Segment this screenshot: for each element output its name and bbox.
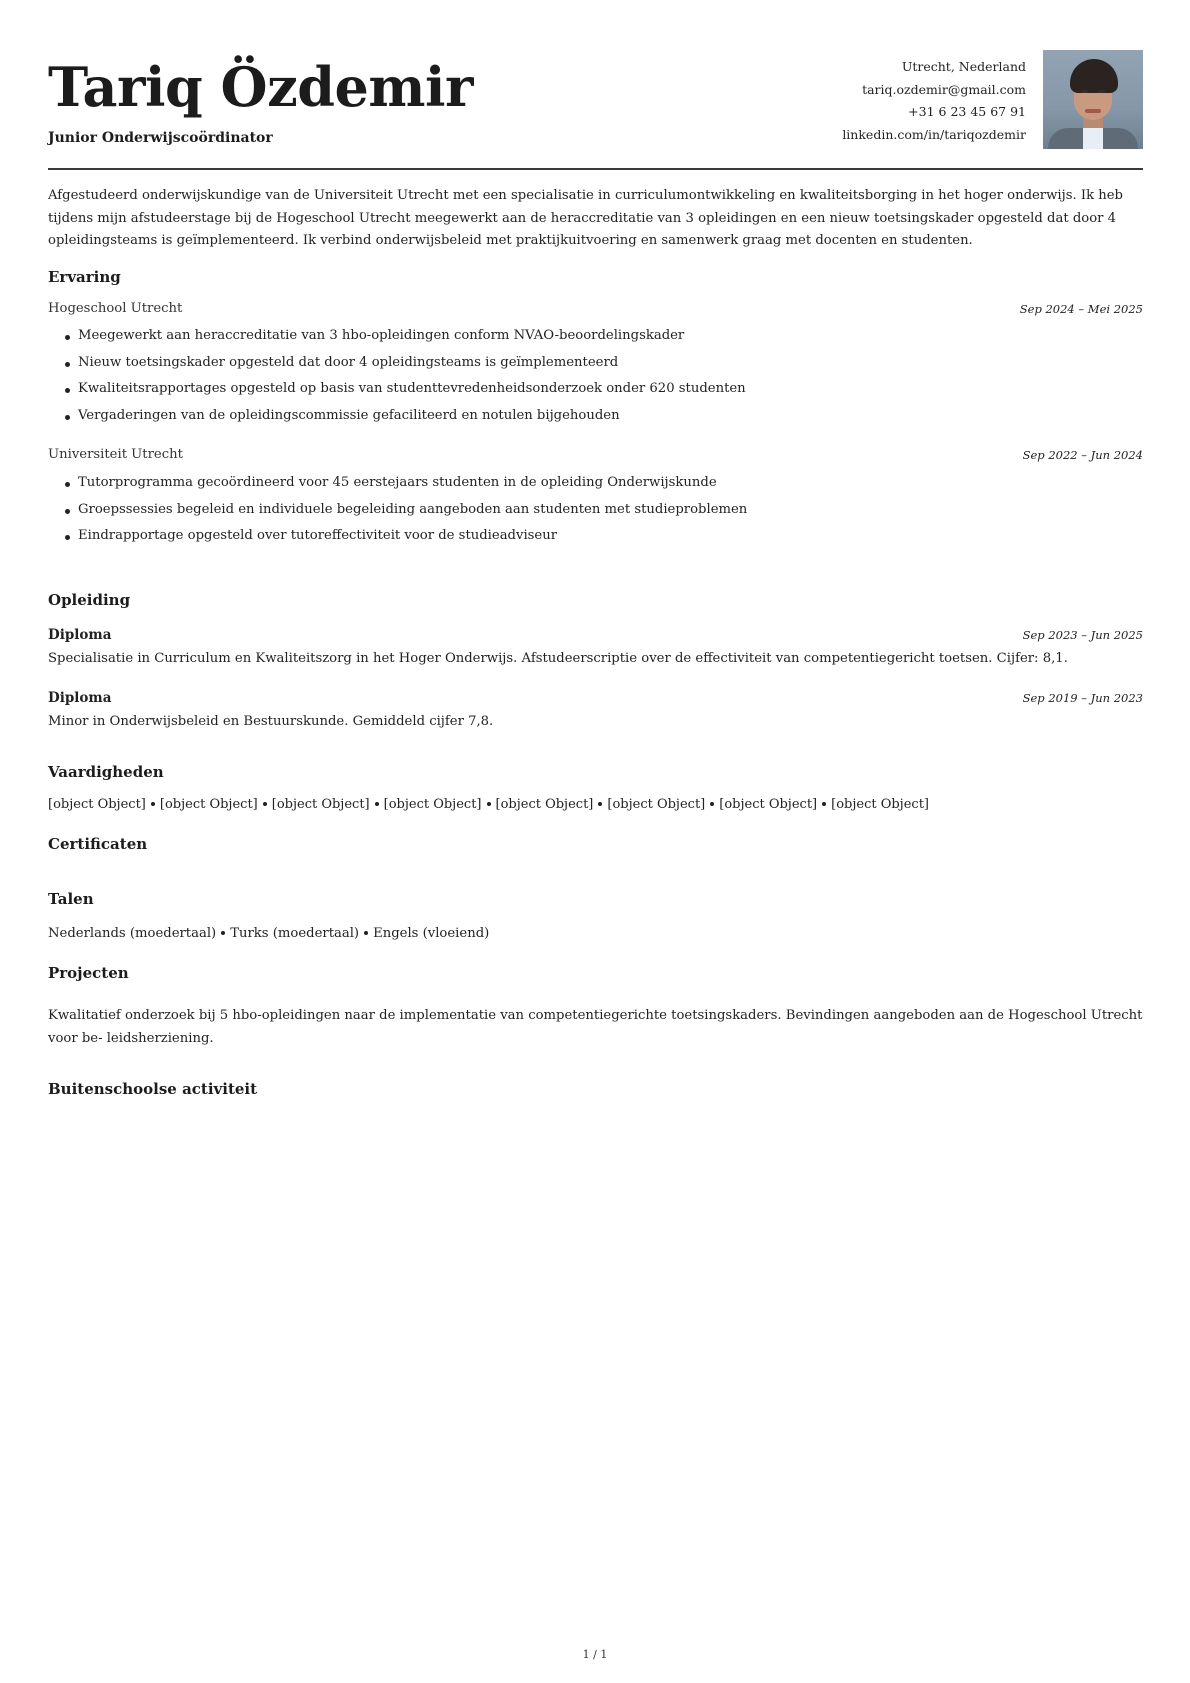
skill-item: [object Object] xyxy=(383,797,482,812)
section-title-projects: Projecten xyxy=(48,964,129,982)
language-item: Turks (moedertaal) xyxy=(230,926,360,941)
skill-item: [object Object] xyxy=(159,797,258,812)
list-item: Eindrapportage opgesteld over tutoreffectiviteit voor de studieadviseur xyxy=(48,523,747,550)
bullet-separator xyxy=(151,802,155,806)
candidate-name: Tariq Özdemir xyxy=(48,55,473,119)
experience-bullets xyxy=(48,323,746,429)
profile-photo xyxy=(1043,50,1143,149)
education-degree: Diploma xyxy=(48,627,112,643)
language-item: Nederlands (moedertaal) xyxy=(48,926,217,941)
section-title-education: Opleiding xyxy=(48,591,131,609)
education-degree: Diploma xyxy=(48,690,112,706)
languages-list xyxy=(48,923,489,946)
page-indicator: 1 / 1 xyxy=(582,1648,608,1661)
education-dates: Sep 2023 – Jun 2025 xyxy=(1022,628,1143,642)
experience-dates: Sep 2022 – Jun 2024 xyxy=(1022,448,1143,462)
section-title-extracurricular: Buitenschoolse activiteit xyxy=(48,1080,258,1098)
list-item: Kwaliteitsrapportages opgesteld op basis van studenttevredenheidsonderzoek onder 620 studenten xyxy=(48,376,746,403)
resume-header xyxy=(48,0,1143,170)
resume-page xyxy=(48,0,1143,1098)
experience-organization: Universiteit Utrecht xyxy=(48,447,183,462)
bullet-separator xyxy=(822,802,826,806)
bullet-separator xyxy=(598,802,602,806)
list-item: Groepssessies begeleid en individuele begeleiding aangeboden aan studenten met studieproblemen xyxy=(48,497,747,524)
section-title-languages: Talen xyxy=(48,890,94,908)
skill-item: [object Object] xyxy=(719,797,818,812)
projects-description: Kwalitatief onderzoek bij 5 hbo-opleidingen naar de implementatie van competentiegerichte toetsingskaders. Bevindingen aangeboden aan de Hogeschool Utrecht voor be- leidsherziening. xyxy=(48,1008,1143,1046)
header-divider xyxy=(48,168,1143,170)
section-title-certificates: Certificaten xyxy=(48,835,148,853)
skill-item: [object Object] xyxy=(607,797,706,812)
bullet-separator xyxy=(221,931,225,935)
bullet-separator xyxy=(487,802,491,806)
section-title-experience: Ervaring xyxy=(48,268,121,286)
experience-organization: Hogeschool Utrecht xyxy=(48,301,183,316)
section-title-skills: Vaardigheden xyxy=(48,763,164,781)
list-item: Meegewerkt aan heraccreditatie van 3 hbo-opleidingen conform NVAO-beoordelingskader xyxy=(48,323,746,350)
skills-list xyxy=(48,794,929,817)
skill-item: [object Object] xyxy=(48,797,146,812)
skill-item: [object Object] xyxy=(271,797,370,812)
contact-phone: +31 6 23 45 67 91 xyxy=(908,104,1026,119)
language-item: Engels (vloeiend) xyxy=(373,926,490,941)
bullet-separator xyxy=(710,802,714,806)
education-description: Minor in Onderwijsbeleid en Bestuurskunde. Gemiddeld cijfer 7,8. xyxy=(48,714,494,729)
bullet-separator xyxy=(263,802,267,806)
contact-email[interactable]: tariq.ozdemir@gmail.com xyxy=(862,81,1026,97)
skill-item: [object Object] xyxy=(495,797,594,812)
skill-item: [object Object] xyxy=(831,797,929,812)
list-item: Vergaderingen van de opleidingscommissie gefaciliteerd en notulen bijgehouden xyxy=(48,403,746,430)
bullet-separator xyxy=(364,931,368,935)
education-description: Specialisatie in Curriculum en Kwaliteitszorg in het Hoger Onderwijs. Afstudeerscriptie over de effectiviteit van competentiegericht toetsen. Cijfer: 8,1. xyxy=(48,651,1068,666)
list-item: Nieuw toetsingskader opgesteld dat door 4 opleidingsteams is geïmplementeerd xyxy=(48,350,746,377)
job-title: Junior Onderwijscoördinator xyxy=(48,130,273,146)
bullet-separator xyxy=(375,802,379,806)
list-item: Tutorprogramma gecoördineerd voor 45 eerstejaars studenten in de opleiding Onderwijskunde xyxy=(48,470,747,497)
contact-linkedin[interactable]: linkedin.com/in/tariqozdemir xyxy=(842,126,1026,142)
experience-bullets xyxy=(48,470,747,550)
education-dates: Sep 2019 – Jun 2023 xyxy=(1022,691,1143,705)
contact-location: Utrecht, Nederland xyxy=(901,59,1026,74)
experience-dates: Sep 2024 – Mei 2025 xyxy=(1019,302,1143,316)
profile-summary: Afgestudeerd onderwijskundige van de Universiteit Utrecht met een specialisatie in curriculumontwikkeling en kwaliteitsborging in het hoger onderwijs. Ik heb tijdens mijn afstudeerstage bij de Hogeschool Utrecht meegewerkt aan de heraccreditatie van 3 opleidingen en een nieuw toetsingskader opgesteld dat door 4 opleidingsteams is geïmplementeerd. Ik verbind onderwijsbeleid met praktijkuitvoering en samenwerk graag met docenten en studenten. xyxy=(48,188,1123,248)
contact-block xyxy=(842,56,1026,146)
